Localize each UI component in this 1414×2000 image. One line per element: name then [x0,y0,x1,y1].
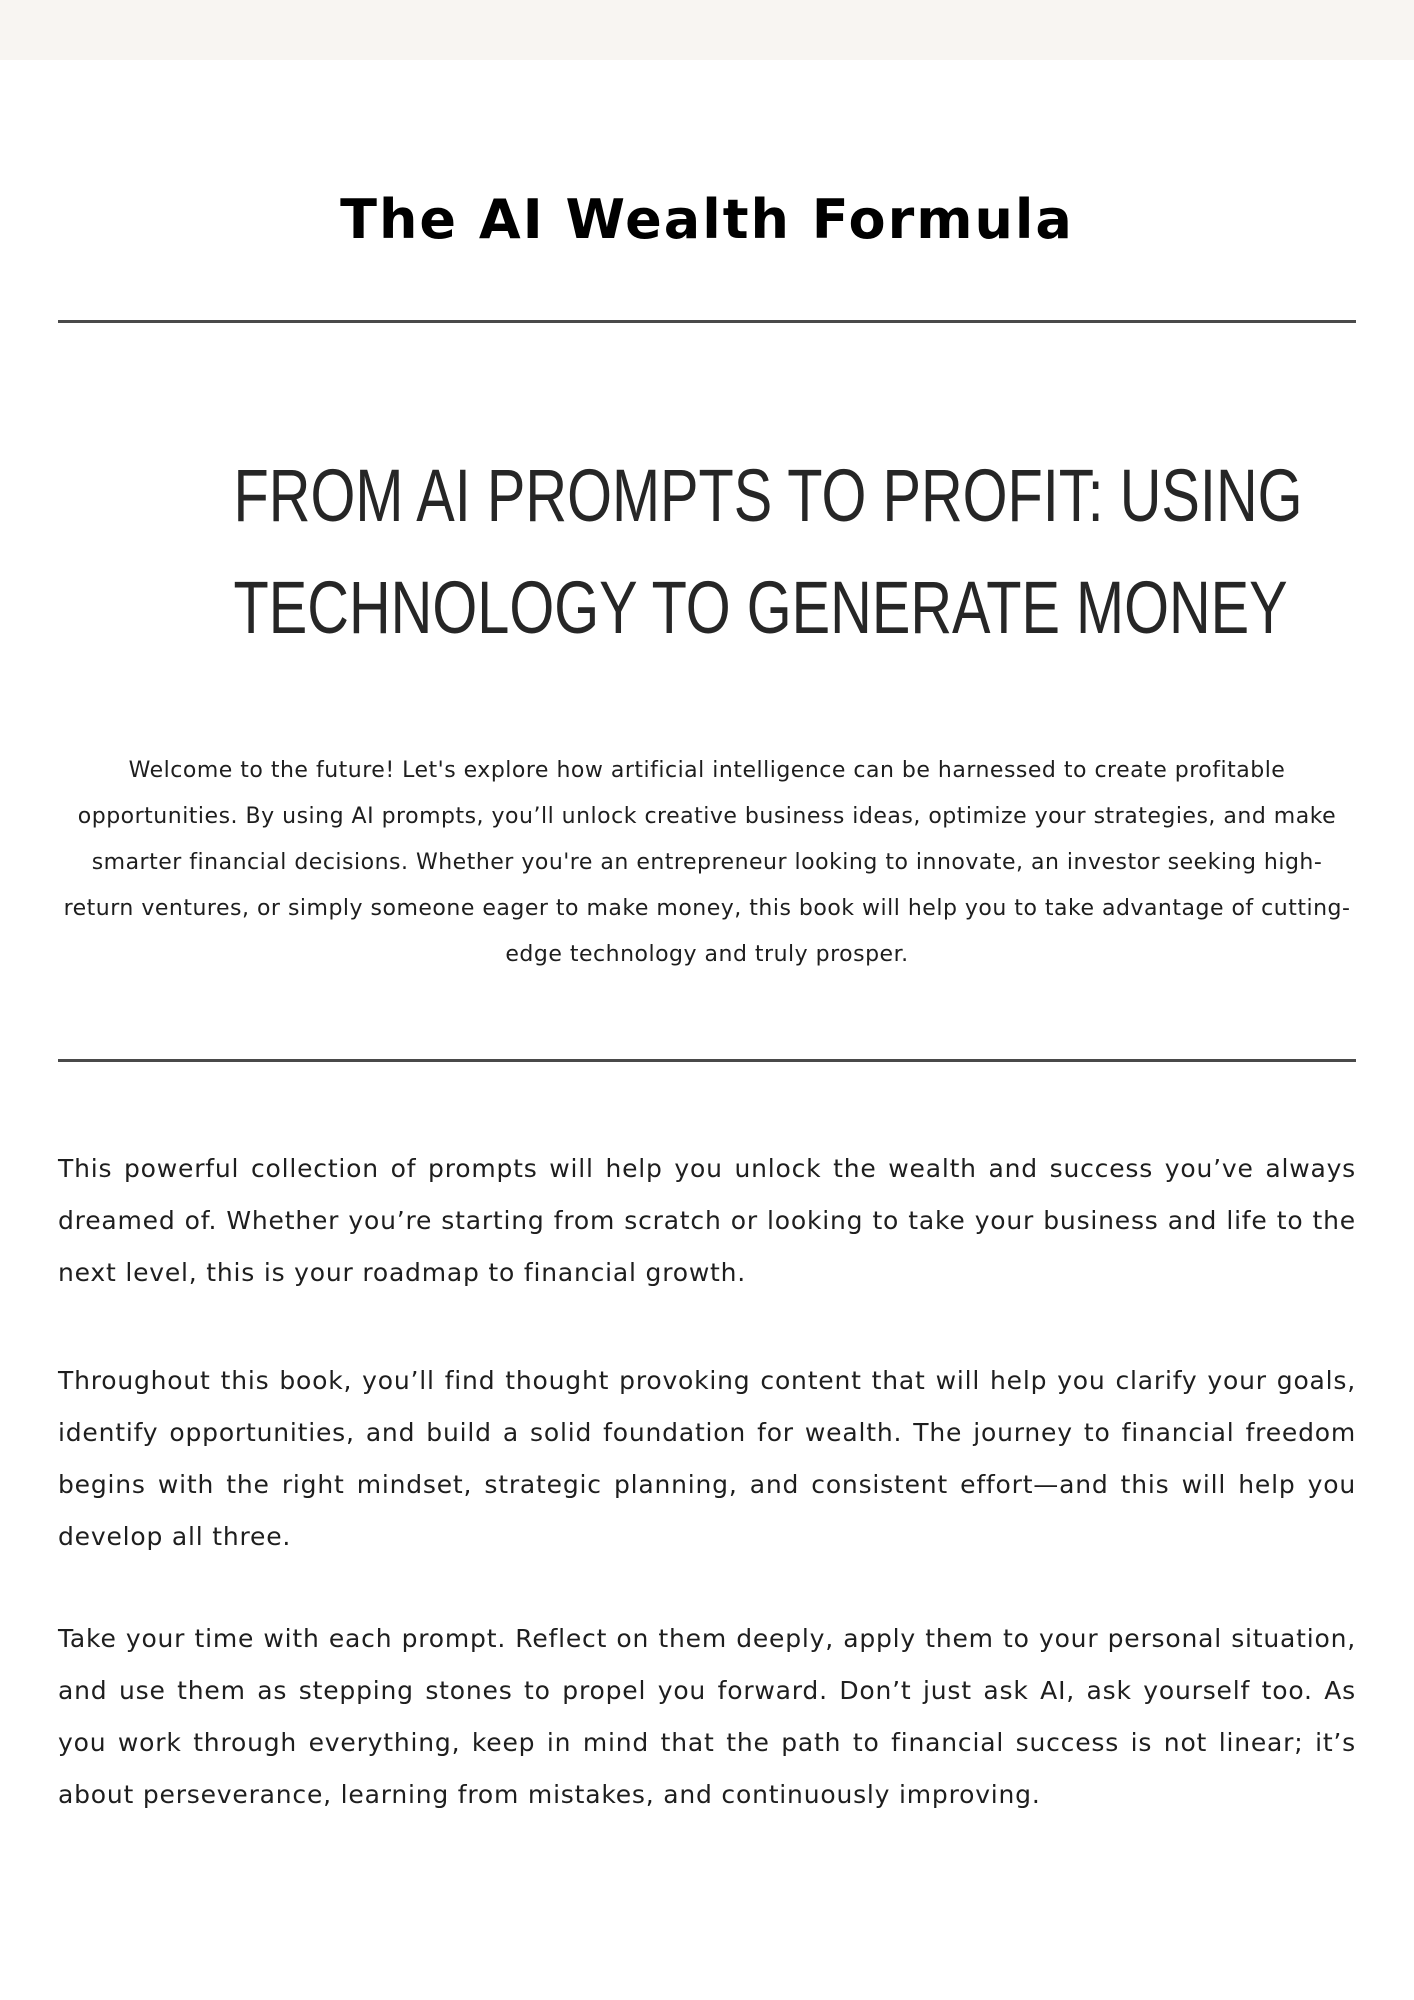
top-band [0,0,1414,60]
headline [233,440,1303,664]
body-paragraph-1: This powerful collection of prompts will help you unlock the wealth and success you’ve always dreamed of. Whether you’re starting from scratch or looking to take your business and life to the next level, this is your roadmap to financial growth. [58,1154,1356,1287]
body-paragraph-2: Throughout this book, you’ll find thought provoking content that will help you clarify your goals, identify opportunities, and build a solid foundation for wealth. The journey to financial freedom begins with the right mindset, strategic planning, and consistent effort—and this will help you develop all three. [58,1366,1356,1551]
body-paragraph-3: Take your time with each prompt. Reflect on them deeply, apply them to your personal situation, and use them as stepping stones to propel you forward. Don’t just ask AI, ask yourself too. As you work through everything, keep in mind that the path to financial success is not linear; it’s about perseverance, learning from mistakes, and continuously improving. [58,1624,1356,1809]
divider-top [58,320,1356,323]
divider-bottom [58,1059,1356,1062]
intro-paragraph: Welcome to the future! Let's explore how artificial intelligence can be harnessed to create profitable opportunities. By using AI prompts, you’ll unlock creative business ideas, optimize your strategies, and make smarter financial decisions. Whether you're an entrepreneur looking to innovate, an investor seeking high-return ventures, or simply someone eager to make money, this book will help you to take advantage of cutting-edge technology and truly prosper. [63,758,1351,967]
headline-line-2: TECHNOLOGY TO GENERATE MONEY [233,566,1288,649]
headline-line-1: FROM AI PROMPTS TO PROFIT: USING [233,454,1303,537]
page-title: The AI Wealth Formula [340,188,1074,252]
